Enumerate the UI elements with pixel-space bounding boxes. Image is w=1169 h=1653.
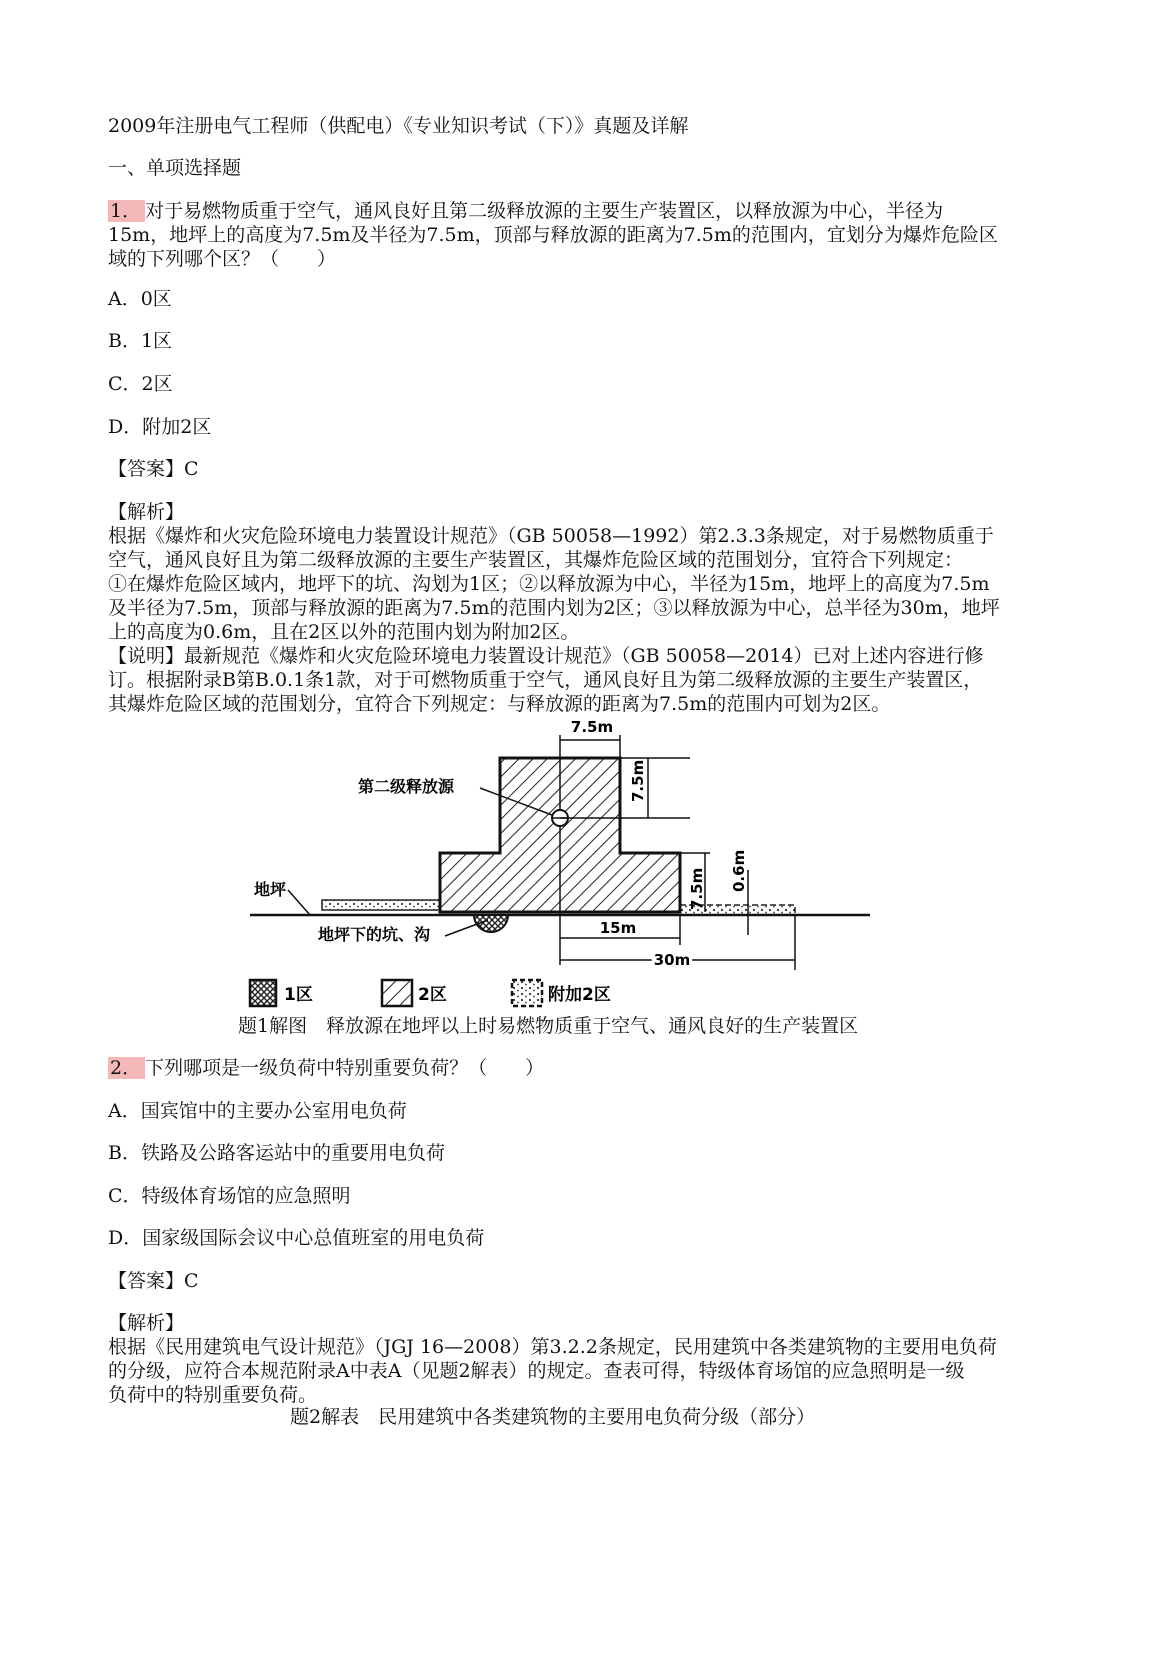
table-2-caption: 题2解表 民用建筑中各类建筑物的主要用电负荷分级（部分） [290,1406,816,1428]
legend-zone-1-label: 1区 [284,985,313,1005]
q1-analysis [108,500,1068,716]
q1-option-c: C．2区 [108,373,173,395]
legend-zone-2-swatch [382,980,412,1006]
q2-analysis-title: 【解析】 [108,1312,185,1334]
q1-analysis-title: 【解析】 [108,501,185,523]
q1-option-b: B．1区 [108,330,173,352]
q1-answer: 【答案】C [108,458,199,480]
dim-side-7-5m: 7.5m [688,867,706,910]
dim-top-7-5m: 7.5m [570,718,614,736]
q1-analysis-line: 及半径为7.5m，顶部与释放源的距离为7.5m的范围内划为2区；③以释放源为中心，总半径为30m，地坪 [108,597,1000,619]
q1-note-line: 订。根据附录B第B.0.1条1款，对于可燃物质重于空气，通风良好且为第二级释放源的主要生产装置区， [108,669,983,691]
q2-analysis-line: 的分级，应符合本规范附录A中表A（见题2解表）的规定。查表可得，特级体育场馆的应急照明是一级 [108,1360,965,1382]
dim-vertical-top-7-5m: 7.5m [629,759,647,802]
legend-additional-zone-2-swatch [512,980,542,1006]
q2-analysis-line: 负荷中的特别重要负荷。 [108,1384,318,1406]
q2-analysis-line: 根据《民用建筑电气设计规范》（JGJ 16—2008）第3.2.2条规定，民用建筑中各类建筑物的主要用电负荷 [108,1336,997,1358]
q1-analysis-line: 根据《爆炸和火灾危险环境电力装置设计规范》（GB 50058—1992）第2.3.3条规定，对于易燃物质重于 [108,525,994,547]
q2-analysis [108,1311,1068,1407]
q2-option-b: B．铁路及公路客运站中的重要用电负荷 [108,1142,445,1164]
q1-note-line: 【说明】最新规范《爆炸和火灾危险环境电力装置设计规范》（GB 50058—2014）已对上述内容进行修 [108,645,984,667]
question-2-stem [108,1056,1068,1080]
figure-1-caption: 题1解图 释放源在地坪以上时易燃物质重于空气、通风良好的生产装置区 [238,1015,859,1037]
label-ground: 地坪 [254,880,287,899]
document-title: 2009年注册电气工程师（供配电）《专业知识考试（下）》真题及详解 [108,115,689,137]
q2-answer: 【答案】C [108,1270,199,1292]
dim-30m: 30m [653,951,691,969]
question-2-number: 2． [108,1057,145,1079]
question-1-stem-line: 15m，地坪上的高度为7.5m及半径为7.5m，顶部与释放源的距离为7.5m的范围内，宜划分为爆炸危险区 [108,224,998,246]
q1-option-a: A．0区 [108,288,172,310]
q1-option-d: D．附加2区 [108,416,212,438]
question-1-stem [108,199,1068,271]
dim-15m: 15m [599,919,637,937]
q1-analysis-line: 空气，通风良好且为第二级释放源的主要生产装置区，其爆炸危险区域的范围划分，宜符合下列规定： [108,549,964,571]
label-pit: 地坪下的坑、沟 [318,925,431,944]
additional-zone-2-left [322,900,440,910]
dim-0-6m: 0.6m [730,849,748,892]
legend-zone-1-swatch [250,980,276,1006]
legend-zone-2-label: 2区 [418,985,447,1005]
q1-analysis-line: ①在爆炸危险区域内，地坪下的坑、沟划为1区；②以释放源为中心，半径为15m，地坪上的高度为7.5m [108,573,990,595]
legend-additional-zone-2-label: 附加2区 [548,985,611,1005]
q2-option-a: A．国宾馆中的主要办公室用电负荷 [108,1100,407,1122]
q1-analysis-line: 上的高度为0.6m，且在2区以外的范围内划为附加2区。 [108,621,580,643]
q2-option-c: C．特级体育场馆的应急照明 [108,1185,351,1207]
question-1-stem-line: 对于易燃物质重于空气，通风良好且第二级释放源的主要生产装置区，以释放源为中心，半径为 [145,200,944,222]
label-release-source: 第二级释放源 [358,777,455,796]
question-1-stem-line: 域的下列哪个区？（ ） [108,248,337,270]
q2-option-d: D．国家级国际会议中心总值班室的用电负荷 [108,1227,485,1249]
q1-note-line: 其爆炸危险区域的范围划分，宜符合下列规定：与释放源的距离为7.5m的范围内可划为2区。 [108,693,891,715]
section-heading: 一、单项选择题 [108,157,242,179]
hazard-zone-diagram [240,718,900,1040]
question-2-stem-text: 下列哪项是一级负荷中特别重要负荷？（ ） [145,1057,545,1079]
question-1-number: 1． [108,200,145,222]
